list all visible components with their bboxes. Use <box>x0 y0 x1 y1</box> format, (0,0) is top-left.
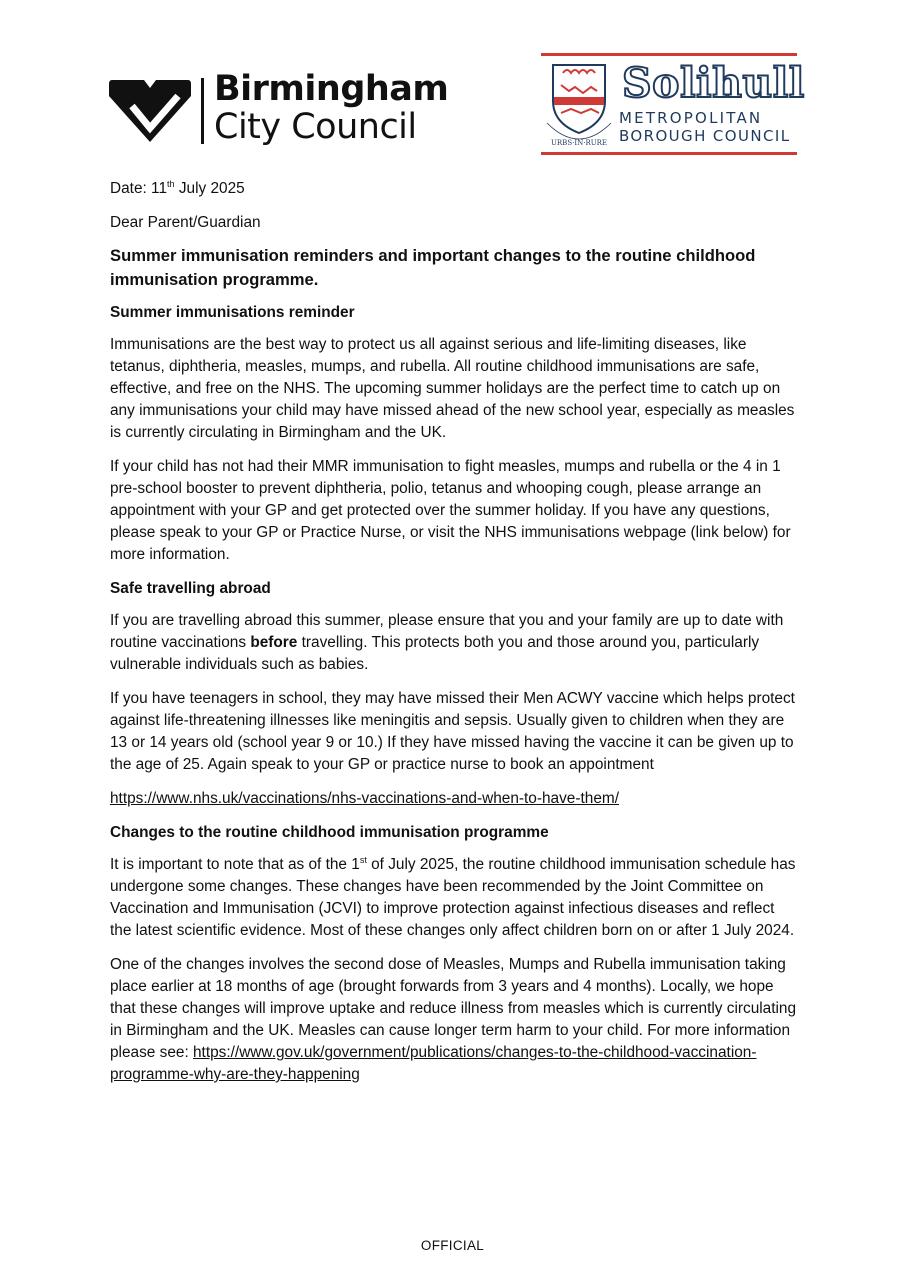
solihull-council-logo <box>541 53 805 155</box>
travel-paragraph-1-part-a: If you are travelling abroad this summer, please ensure that you and your family are up to date with routine vaccinations <box>110 612 784 651</box>
travel-paragraph-1-part-b: travelling. This protects both you and those around you, particularly vulnerable individuals such as babies. <box>110 634 760 673</box>
section-heading-changes: Changes to the routine childhood immunisation programme <box>110 824 549 841</box>
smbc-logo-sub2: BOROUGH COUNCIL <box>619 127 791 145</box>
smbc-top-rule <box>541 53 797 56</box>
changes-paragraph-2 <box>110 954 800 1086</box>
bcc-logo-line2: City Council <box>214 107 417 147</box>
bcc-logo-line1: Birmingham <box>214 69 449 109</box>
changes-paragraph-1-part-b: of July 2025, the routine childhood immunisation schedule has undergone some changes. These changes have been recommended by the Joint Committee on Vaccination and Immunisation (JCVI) to improve protection against infectious diseases and reflect the latest scientific evidence. Most of these changes only affect children born on or after 1 July 2024. <box>110 856 796 939</box>
nhs-link-paragraph <box>110 788 800 810</box>
birmingham-city-council-logo <box>108 69 449 148</box>
letter-body <box>110 178 800 1098</box>
smbc-logo-sub1: METROPOLITAN <box>619 109 763 127</box>
bcc-logo-divider <box>201 78 204 144</box>
solihull-crest-icon <box>543 61 615 149</box>
travel-paragraph-2: If you have teenagers in school, they may have missed their Men ACWY vaccine which helps protect against life-threatening illnesses like meningitis and sepsis. Usually given to children when they are 13 or 14 years old (school year 9 or 10.) If they have missed having the vaccine it can be given up to the age of 25. Again speak to your GP or practice nurse to book an appointment <box>110 690 795 773</box>
date-suffix: July 2025 <box>174 180 245 197</box>
summer-reminder-paragraph-1: Immunisations are the best way to protect us all against serious and life-limiting diseases, like tetanus, diphtheria, measles, mumps, and rubella. All routine childhood immunisations are safe, effective, and free on the NHS. The upcoming summer holidays are the perfect time to catch up on any immunisations your child may have missed ahead of the new school year, especially as measles is currently circulating in Birmingham and the UK. <box>110 336 795 441</box>
summer-reminder-paragraph-2: If your child has not had their MMR immunisation to fight measles, mumps and rubella or the 4 in 1 pre-school booster to prevent diphtheria, polio, tetanus and whooping cough, please arrange an appointment with your GP and get protected over the summer holiday. If you have any questions, please speak to your GP or Practice Nurse, or visit the NHS immunisations webpage (link below) for more information. <box>110 458 791 563</box>
smbc-logo-name: Solihull <box>622 59 805 107</box>
date-ordinal: th <box>167 178 175 189</box>
bcc-heart-mark-icon <box>108 78 192 144</box>
section-heading-summer-reminder: Summer immunisations reminder <box>110 304 355 321</box>
travel-paragraph-1-emphasis: before <box>250 634 298 651</box>
letter-greeting: Dear Parent/Guardian <box>110 214 261 231</box>
changes-ordinal: st <box>359 854 367 865</box>
smbc-motto: URBS·IN·RURE <box>551 139 607 147</box>
letter-main-heading: Summer immunisation reminders and important changes to the routine childhood immunisation programme. <box>110 246 756 289</box>
section-heading-travel: Safe travelling abroad <box>110 580 271 597</box>
changes-paragraph-1-part-a: It is important to note that as of the 1 <box>110 856 360 873</box>
travel-paragraph-1 <box>110 610 800 676</box>
gov-uk-changes-link[interactable]: https://www.gov.uk/government/publications/changes-to-the-childhood-vaccination-programme-why-are-they-happening <box>110 1044 757 1083</box>
changes-paragraph-1 <box>110 854 800 942</box>
bcc-logo-text <box>214 69 449 147</box>
smbc-bottom-rule <box>541 152 797 155</box>
letter-date <box>110 178 800 200</box>
footer-classification: OFFICIAL <box>420 1238 485 1253</box>
changes-paragraph-2-text: One of the changes involves the second dose of Measles, Mumps and Rubella immunisation taking place earlier at 18 months of age (brought forwards from 3 years and 4 months). Locally, we hope that these changes will improve uptake and reduce illness from measles which is currently circulating in Birmingham and the UK. Measles can cause longer term harm to your child. For more information please see: <box>110 956 797 1061</box>
date-prefix: Date: 11 <box>110 180 168 197</box>
nhs-vaccinations-link[interactable]: https://www.nhs.uk/vaccinations/nhs-vaccinations-and-when-to-have-them/ <box>110 790 619 807</box>
